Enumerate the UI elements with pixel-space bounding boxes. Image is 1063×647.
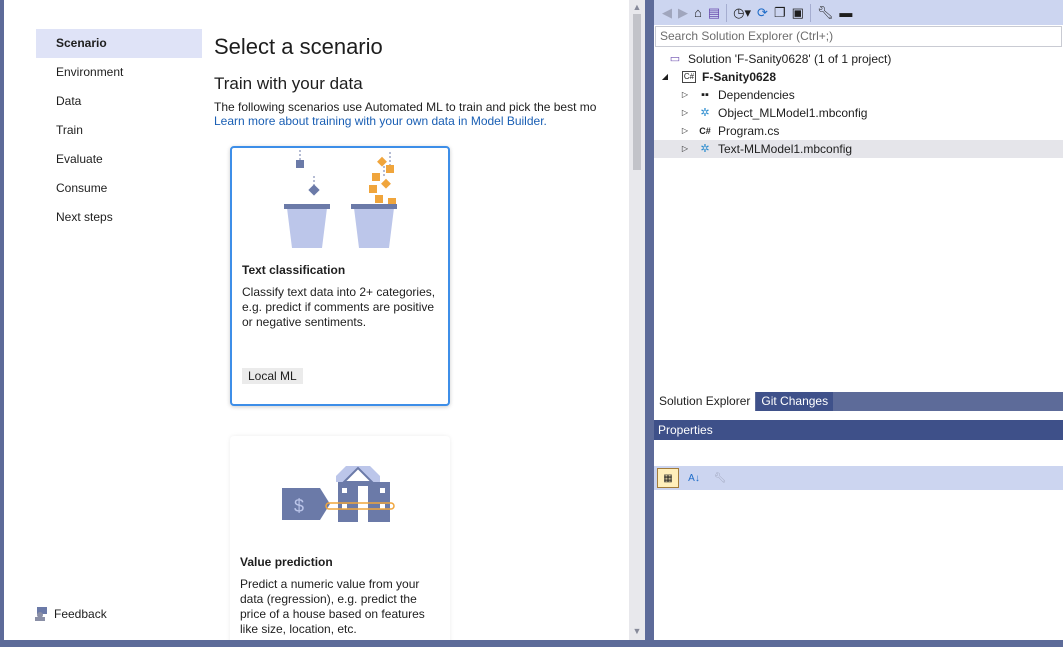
mbconfig-icon: ✲	[700, 107, 710, 119]
section-title: Train with your data	[214, 74, 363, 93]
collapsed-arrow-icon[interactable]: ▷	[681, 126, 689, 135]
tab-solution-explorer[interactable]: Solution Explorer	[654, 392, 755, 411]
card-description: Classify text data into 2+ categories, e.g. predict if comments are positive or negative sentiments.	[242, 285, 436, 329]
solution-tree	[654, 50, 1063, 158]
dependencies-icon: ▪▪	[701, 89, 709, 101]
properties-wrench-icon[interactable]: 🔧︎	[816, 4, 834, 20]
tree-item[interactable]	[654, 104, 1063, 122]
property-pages-icon[interactable]: 🔧︎	[713, 472, 727, 484]
feedback-label: Feedback	[54, 607, 107, 621]
mbconfig-icon: ✲	[700, 143, 710, 155]
csharp-project-icon: C#	[683, 72, 695, 81]
nav-scenario[interactable]: Scenario	[36, 29, 202, 58]
card-title: Value prediction	[240, 555, 333, 569]
card-description: Predict a numeric value from your data (regression), e.g. predict the price of a house based on features like size, location, etc.	[240, 577, 425, 636]
nav-next-steps[interactable]: Next steps	[56, 210, 113, 224]
search-solution-explorer-input[interactable]: Search Solution Explorer (Ctrl+;)	[655, 26, 1062, 47]
categorized-icon[interactable]: ▦	[657, 468, 679, 488]
preview-icon[interactable]: ▬	[839, 5, 853, 20]
tool-window-tabs	[654, 392, 1063, 411]
tree-label: Object_MLModel1.mbconfig	[718, 106, 868, 120]
collapse-all-icon[interactable]: ❐	[773, 4, 786, 20]
card-title: Text classification	[242, 263, 346, 277]
scroll-down-icon[interactable]: ▼	[632, 626, 642, 636]
solution-explorer-toolbar	[654, 0, 1063, 25]
collapsed-arrow-icon[interactable]: ▷	[681, 144, 689, 153]
alphabetical-sort-icon[interactable]: A↓	[688, 472, 700, 484]
tree-label: Text-MLModel1.mbconfig	[718, 142, 853, 156]
tree-item[interactable]	[654, 122, 1063, 140]
nav-train[interactable]: Train	[56, 123, 83, 137]
tab-git-changes[interactable]: Git Changes	[756, 392, 833, 411]
scroll-up-icon[interactable]: ▲	[632, 2, 642, 12]
switch-views-icon[interactable]: ▤	[707, 4, 721, 20]
nav-evaluate[interactable]: Evaluate	[56, 152, 103, 166]
model-builder-panel	[4, 0, 629, 640]
nav-consume[interactable]: Consume	[56, 181, 108, 195]
solution-icon: ▭	[669, 53, 681, 65]
forward-icon[interactable]: ▶	[678, 4, 688, 20]
collapsed-arrow-icon[interactable]: ▷	[681, 90, 689, 99]
feedback-button[interactable]	[34, 606, 107, 622]
page-title: Select a scenario	[214, 34, 383, 59]
scenario-card-value-prediction[interactable]	[230, 436, 450, 640]
section-description: The following scenarios use Automated ML to train and pick the best mo	[214, 100, 597, 114]
expanded-arrow-icon[interactable]: ◢	[661, 72, 669, 81]
svg-text:$: $	[294, 496, 305, 516]
solution-explorer-panel	[654, 0, 1063, 640]
local-ml-badge: Local ML	[242, 368, 303, 384]
tree-label: Dependencies	[718, 88, 795, 102]
pending-changes-filter-icon[interactable]: ◷▾	[733, 4, 752, 20]
nav-environment[interactable]: Environment	[56, 65, 124, 79]
tree-label: Solution 'F-Sanity0628' (1 of 1 project)	[688, 52, 892, 66]
show-all-files-icon[interactable]: ▣	[791, 4, 804, 20]
tree-solution[interactable]	[654, 50, 1063, 68]
home-icon[interactable]: ⌂	[694, 5, 702, 20]
sync-icon[interactable]: ⟳	[757, 4, 768, 20]
vertical-scrollbar[interactable]	[629, 0, 645, 640]
learn-more-link[interactable]: Learn more about training with your own data in Model Builder.	[214, 114, 547, 128]
nav-data[interactable]: Data	[56, 94, 82, 108]
tree-label: F-Sanity0628	[702, 70, 777, 84]
step-nav	[36, 29, 202, 232]
back-icon[interactable]: ◀	[662, 4, 672, 20]
buckets-illustration	[242, 148, 438, 256]
tree-item[interactable]	[654, 86, 1063, 104]
tree-project[interactable]	[654, 68, 1063, 86]
feedback-icon	[34, 606, 48, 622]
scenario-card-text-classification[interactable]	[230, 146, 450, 406]
house-price-illustration	[240, 436, 436, 548]
scroll-thumb[interactable]	[633, 14, 641, 170]
properties-title: Properties	[654, 420, 1063, 440]
collapsed-arrow-icon[interactable]: ▷	[681, 108, 689, 117]
tree-label: Program.cs	[718, 124, 780, 138]
csharp-file-icon: C#	[699, 126, 711, 136]
properties-toolbar	[654, 466, 1063, 490]
tree-item[interactable]	[654, 140, 1063, 158]
